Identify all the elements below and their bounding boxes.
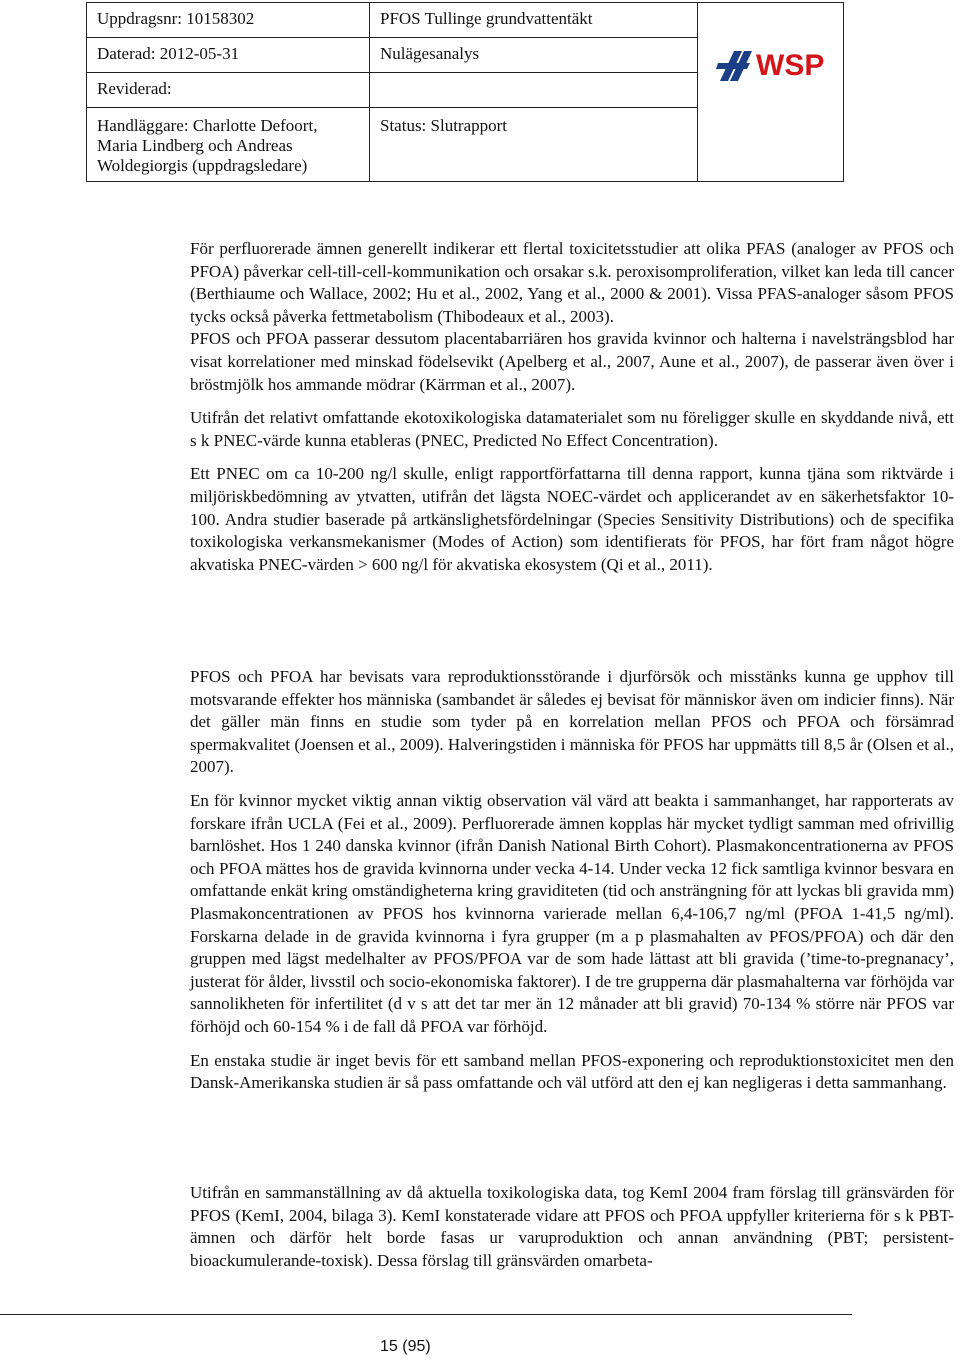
paragraph-kemi: Utifrån en sammanställning av då aktuella toxikologiska data, tog KemI 2004 fram förslag till gränsvärden för PFOS (KemI, 2004, bilaga 3). KemI konstaterade vidare att PFOS och PFOA uppfyller kriterierna för s k PBT-ämnen och därför helt borde fasas ur varuproduktion och annan användning (PBT; persistent-bioackumulerande-toxisk). Dessa förslag till gränsvärden omarbeta- bbox=[190, 1183, 954, 1270]
paragraph-pnec-value: Ett PNEC om ca 10-200 ng/l skulle, enligt rapportförfattarna till denna rapport, kunna tjäna som riktvärde i miljöriskbedömning av ytvatten, utifrån det lägsta NOEC-värdet och applicerandet av en säkerhetsfaktor 10-100. Andra studier baserade på artkänslighetsfördelningar (Species Sensitivity Distributions) och de specifika toxikologiska verkansmekanismer (Modes of Action) som identifierats för PFOS, har fört fram något högre akvatiska PNEC-värden > 600 ng/l för akvatiska ekosystem (Qi et al., 2011). bbox=[190, 464, 954, 574]
document-header bbox=[86, 2, 844, 182]
paragraph-ucla-study: En för kvinnor mycket viktig annan viktig observation väl värd att beakta i sammanhanget, har rapporterats av forskare ifrån UCLA (Fei et al., 2009). Perfluorerade ämnen kopplas här mycket tydligt samman med ofrivillig barnlöshet. Hos 1 240 danska kvinnor (ifrån Danish National Birth Cohort). Plasmakoncentrationerna av PFOS och PFOA mättes hos de gravida kvinnorna under vecka 4-14. Under vecka 12 fick samtliga kvinnor besvara en omfattande enkät kring omständigheterna kring graviditeten (tid och ansträngning för att lyckas bli gravida mm) Plasmakoncentrationen av PFOS hos kvinnorna varierade mellan 6,4-106,7 ng/ml (PFOA 1-41,5 ng/ml). Forskarna delade in de gravida kvinnorna i fyra grupper (m a p plasmahalten av PFOS/PFOA) och där den gruppen med lägst medelhalter av PFOS/PFOA var de som hade lättast att bli gravida (’time-to-pregnanacy’, justerat för ålder, livsstil och socio-ekonomiska faktorer). I de tre grupperna där plasmahalterna var förhöjda var sannolikheten för infertilitet (d v s att det tar mer än 12 månader att bli gravid) 70-134 % större när PFOS var förhöjd och 60-154 % i de fall då PFOA var förhöjd. bbox=[190, 790, 954, 1036]
body-block-3 bbox=[190, 1182, 954, 1272]
header-title-column bbox=[370, 3, 698, 181]
paragraph-single-study: En enstaka studie är inget bevis för ett samband mellan PFOS-exponering och reproduktionstoxicitet men den Dansk-Amerikanska studien är så pass omfattande och väl utförd att den ej kan negligeras i detta sammanhang. bbox=[190, 1050, 954, 1093]
handlers: Handläggare: Charlotte Defoort, Maria Lindberg och Andreas Woldegiorgis (uppdragsledare) bbox=[97, 116, 318, 175]
project-title: PFOS Tullinge grundvattentäkt bbox=[370, 3, 697, 38]
wsp-logo-text: WSP bbox=[756, 49, 825, 82]
wsp-logo-icon bbox=[716, 51, 752, 81]
assignment-number: Uppdragsnr: 10158302 bbox=[87, 3, 369, 38]
date: Daterad: 2012-05-31 bbox=[87, 38, 369, 73]
body-block-1 bbox=[190, 238, 954, 576]
paragraph-reproduction: PFOS och PFOA har bevisats vara reproduktionsstörande i djurförsök och misstänks kunna ge upphov till motsvarande effekter hos människa (sambandet är således ej bevisat för människor även om indicier finns). När det gäller män finns en studie som tyder på en korrelation mellan PFOS och PFOA och försämrad spermakvalitet (Joensen et al., 2009). Halveringstiden i människa för PFOS har uppmätts till 8,5 år (Olsen et al., 2007). bbox=[190, 667, 954, 777]
header-logo-column bbox=[698, 3, 843, 181]
revised: Reviderad: bbox=[87, 73, 369, 108]
paragraph-pnec: Utifrån det relativt omfattande ekotoxikologiska datamaterialet som nu föreligger skulle en skyddande nivå, ett s k PNEC-värde kunna etableras (PNEC, Predicted No Effect Concentration). bbox=[190, 408, 954, 450]
footer-divider bbox=[0, 1314, 852, 1315]
header-meta-column bbox=[87, 3, 370, 181]
paragraph-placenta: PFOS och PFOA passerar dessutom placentabarriären hos gravida kvinnor och halterna i navelsträngsblod har visat korrelationer med minskad födelsevikt (Apelberg et al., 2007, Aune et al., 2007), de passerar även över i bröstmjölk hos ammande mödrar (Kärrman et al., 2007). bbox=[190, 329, 954, 394]
wsp-logo bbox=[716, 37, 840, 87]
page-number: 15 (95) bbox=[380, 1338, 431, 1355]
report-subtitle: Nulägesanalys bbox=[370, 38, 697, 73]
report-status: Status: Slutrapport bbox=[380, 116, 508, 135]
body-block-2 bbox=[190, 666, 954, 1095]
header-blank bbox=[370, 73, 697, 108]
paragraph-toxicity: För perfluorerade ämnen generellt indikerar ett flertal toxicitetsstudier att olika PFAS (analoger av PFOS och PFOA) påverkar cell-till-cell-kommunikation och orsakar s.k. peroxisomproliferation, vilket kan leda till cancer (Berthiaume och Wallace, 2002; Hu et al., 2002, Yang et al., 2000 & 2001). Vissa PFAS-analoger såsom PFOS tycks också påverka fettmetabolism (Thibodeaux et al., 2003). bbox=[190, 239, 954, 326]
